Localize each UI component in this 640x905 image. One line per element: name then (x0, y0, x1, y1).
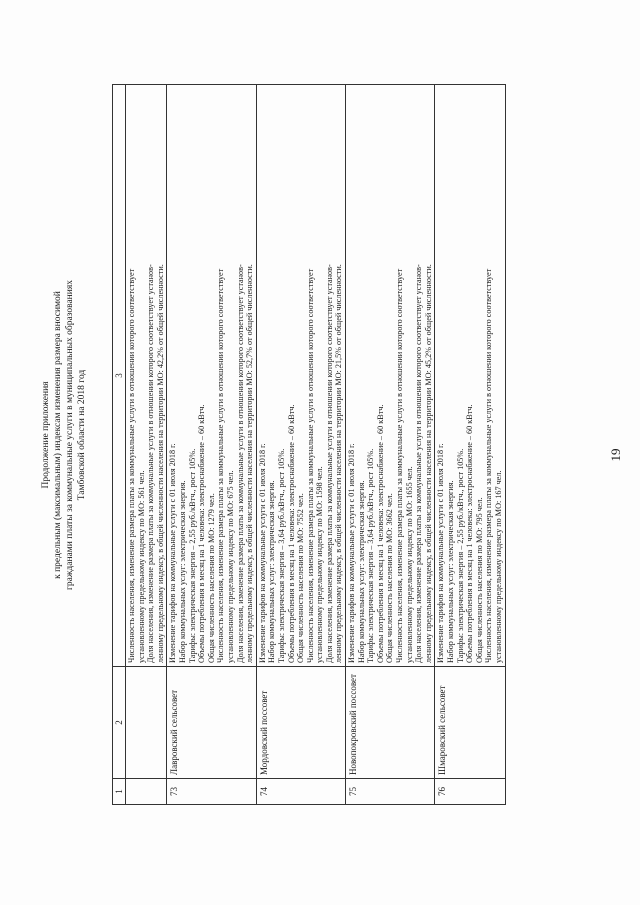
detail-line: Численность населения, изменение размера платы за коммунальные услуги в отношении которого соответствует (127, 268, 136, 663)
detail-line: установленному предельному индексу по МО: 675 чел. (225, 470, 235, 663)
cell-details (256, 85, 345, 667)
table-row (256, 85, 345, 805)
table-row (346, 85, 435, 805)
cell-num: 76 (435, 779, 505, 805)
detail-line: ленному предельному индексу, в общей численности населения на территории МО: 52,7% от общей численности. (245, 264, 255, 663)
detail-line: Изменение тарифов на коммунальные услуги с 01 июля 2018 г. (347, 443, 357, 663)
cell-details (167, 85, 256, 667)
heading-line: к предельным (максимальным) индексам изменения размера вносимой (53, 291, 63, 579)
detail-line: Численность населения, изменение размера платы за коммунальные услуги в отношении которого соответствует (216, 268, 226, 663)
detail-line: Набор коммунальных услуг: электрическая энергия. (356, 480, 366, 663)
detail-line: Объемы потребления в месяц на 1 человека: электроснабжение – 60 кВтч. (197, 404, 207, 663)
detail-line: Изменение тарифов на коммунальные услуги с 01 июля 2018 г. (257, 443, 267, 663)
detail-line: ленному предельному индексу, в общей численности населения на территории МО: 45,2% от общей численности. (423, 264, 433, 663)
cell-name: Шмаровский сельсовет (435, 667, 505, 779)
cell-num: 74 (256, 779, 345, 805)
cell-details (126, 85, 167, 667)
detail-line: Тарифы: электрическая энергия – 2,55 руб./кВтч., рост 105%. (455, 448, 465, 663)
detail-line: Доля населения, изменение размера платы за коммунальные услуги в отношении которого соответствует установ- (324, 264, 334, 663)
cell-num: 73 (167, 779, 256, 805)
heading-line: гражданами платы за коммунальные услуги в муниципальных образованиях (65, 280, 75, 590)
table-header-row (113, 85, 126, 805)
detail-line: Общая численность населения по МО: 3662 чел. (385, 493, 395, 663)
detail-line: Набор коммунальных услуг: электрическая энергия. (267, 480, 277, 663)
detail-line: Изменение тарифов на коммунальные услуги с 01 июля 2018 г. (168, 443, 178, 663)
detail-line: Тарифы: электрическая энергия – 3,64 руб./кВтч., рост 105%. (276, 448, 286, 663)
detail-line: Набор коммунальных услуг: электрическая энергия. (177, 480, 187, 663)
heading-line: Продолжение приложения (41, 381, 51, 489)
cell-name (126, 667, 167, 779)
cell-num (126, 779, 167, 805)
detail-line: установленному предельному индексу по МО: 1655 чел. (404, 466, 414, 663)
detail-line: Численность населения, изменение размера платы за коммунальные услуги в отношении которого соответствует (305, 268, 315, 663)
cell-details (435, 85, 505, 667)
table-row (167, 85, 256, 805)
column-header-3: 3 (113, 85, 126, 667)
cell-name: Лавровский сельсовет (167, 667, 256, 779)
detail-line: Объемы потребления в месяц на 1 человека: электроснабжение – 60 кВтч. (375, 404, 385, 663)
detail-line: Изменение тарифов на коммунальные услуги с 01 июля 2018 г. (436, 443, 446, 663)
detail-line: Численность населения, изменение размера платы за коммунальные услуги в отношении которого соответствует (484, 268, 494, 663)
heading-line: Тамбовской области на 2018 год (77, 369, 87, 501)
detail-line: Общая численность населения по МО: 1279 чел. (206, 493, 216, 663)
detail-line: Общая численность населения по МО: 7552 чел. (296, 493, 306, 663)
column-header-1: 1 (113, 779, 126, 805)
detail-line: Объемы потребления в месяц на 1 человека: электроснабжение – 60 кВтч. (465, 404, 475, 663)
detail-line: Тарифы: электрическая энергия – 3,64 руб./кВтч., рост 105%. (366, 448, 376, 663)
cell-name: Мордовский поссовет (256, 667, 345, 779)
detail-line: ленному предельному индексу, в общей численности населения на территории МО: 21,5% от общей численности. (334, 264, 344, 663)
detail-line: Общая численность населения по МО: 795 чел. (474, 497, 484, 663)
detail-line: Набор коммунальных услуг: электрическая энергия. (446, 480, 455, 663)
detail-line: Объемы потребления в месяц на 1 человека: электроснабжение – 60 кВтч. (286, 404, 296, 663)
detail-line: ленному предельному индексу, в общей численности населения на территории МО: 42,2% от общей численности. (155, 264, 165, 663)
detail-line: установленному предельному индексу по МО: 1598 чел. (315, 466, 325, 663)
detail-line: Доля населения, изменение размера платы за коммунальные услуги в отношении которого соответствует установ- (414, 264, 424, 663)
detail-line: Тарифы: электрическая энергия – 2,55 руб./кВтч., рост 105%. (187, 448, 197, 663)
table-row (435, 85, 505, 805)
indices-table (112, 84, 506, 805)
detail-line: Доля населения, изменение размера платы за коммунальные услуги в отношении которого соответствует установ- (235, 264, 245, 663)
table-row-continued (126, 85, 167, 805)
column-header-2: 2 (113, 667, 126, 779)
detail-line: установленному предельному индексу по МО: 561 чел. (136, 470, 146, 663)
document-heading (40, 135, 88, 735)
cell-name: Новопокровский поссовет (346, 667, 435, 779)
detail-line: установленному предельному индексу по МО: 167 чел. (493, 470, 503, 663)
cell-num: 75 (346, 779, 435, 805)
cell-details (346, 85, 435, 667)
page-number: 19 (608, 448, 623, 462)
detail-line: Доля населения, изменение размера платы за коммунальные услуги в отношении которого соответствует установ- (146, 264, 156, 663)
detail-line: Численность населения, изменение размера платы за коммунальные услуги в отношении которого соответствует (395, 268, 405, 663)
